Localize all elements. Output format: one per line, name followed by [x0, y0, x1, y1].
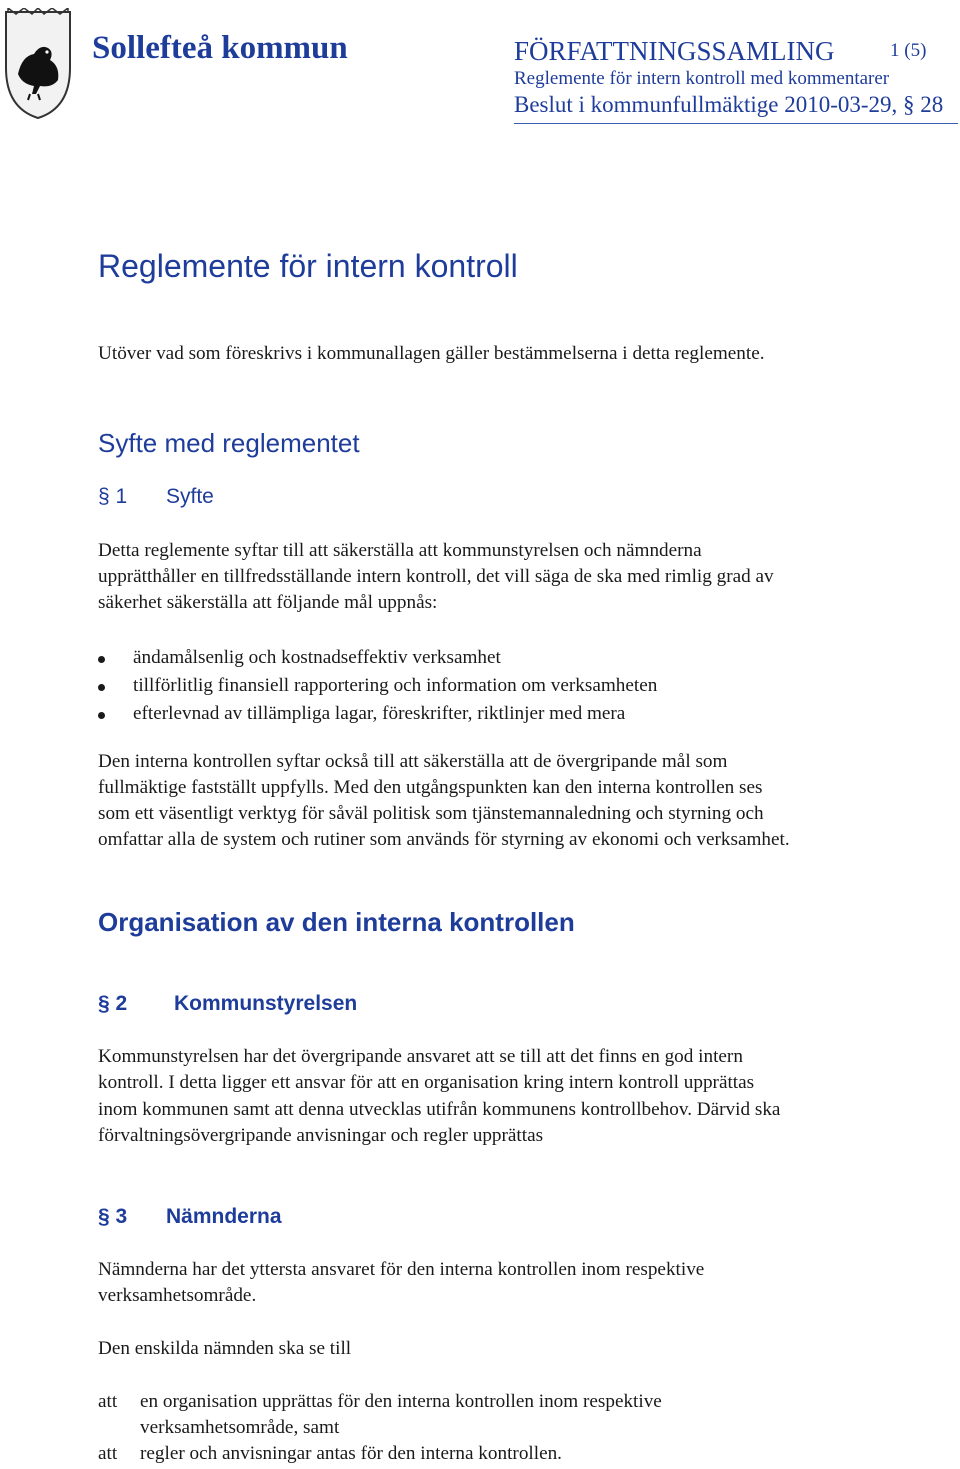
list-item-text: ändamålsenlig och kostnadseffektiv verksamhet [133, 647, 501, 668]
board-text-line: inom kommunen samt att denna utvecklas utifrån kommunens kontrollbehov. Därvid ska [98, 1099, 781, 1120]
att-label: att [98, 1443, 118, 1464]
board-text-line: förvaltningsövergripande anvisningar och regler upprättas [98, 1125, 544, 1146]
bullet-icon [98, 684, 105, 691]
purpose-text2-line: som ett väsentligt verktyg för såväl politisk som tjänstemannaledning och styrning och [98, 803, 764, 824]
paragraph-number: § 2 [98, 992, 128, 1015]
purpose-text-line: säkerhet säkerställa att följande mål uppnås: [98, 592, 438, 613]
board-text-line: kontroll. I detta ligger ett ansvar för att en organisation kring intern kontroll upprättas [98, 1072, 755, 1093]
purpose-text-line: upprätthåller en tillfredsställande intern kontroll, det vill säga de ska med rimlig grad av [98, 566, 774, 587]
municipality-name: Sollefteå kommun [92, 30, 348, 66]
purpose-text2-line: Den interna kontrollen syftar också till att säkerställa att de övergripande mål som [98, 751, 728, 772]
section-heading-purpose: Syfte med reglementet [98, 428, 360, 458]
collection-title: FÖRFATTNINGSSAMLING [514, 36, 835, 66]
page-number: 1 (5) [890, 40, 927, 61]
committees-text-line: Den enskilda nämnden ska se till [98, 1338, 352, 1359]
purpose-text2-line: omfattar alla de system och rutiner som används för styrning av ekonomi och verksamhet. [98, 829, 790, 850]
board-text-line: Kommunstyrelsen har det övergripande ansvaret att se till att det finns en god intern [98, 1046, 743, 1067]
purpose-text2-line: fullmäktige fastställt uppfylls. Med den utgångspunkten kan den interna kontrollen ses [98, 777, 763, 798]
att-label: att [98, 1391, 118, 1412]
att-text-line: verksamhetsområde, samt [140, 1417, 340, 1438]
bullet-icon [98, 656, 105, 663]
paragraph-title: Kommunstyrelsen [174, 992, 358, 1015]
paragraph-title: Syfte [166, 485, 214, 508]
list-item-text: efterlevnad av tillämpliga lagar, föreskrifter, riktlinjer med mera [133, 703, 626, 724]
paragraph-number: § 3 [98, 1205, 128, 1228]
paragraph-heading-2 [98, 992, 357, 1016]
bullet-icon [98, 712, 105, 719]
paragraph-title: Nämnderna [166, 1205, 282, 1228]
paragraph-heading-3 [98, 1205, 282, 1229]
purpose-text-line: Detta reglemente syftar till att säkerställa att kommunstyrelsen och nämnderna [98, 540, 702, 561]
committees-text-line: Nämnderna har det yttersta ansvaret för den interna kontrollen inom respektive [98, 1259, 705, 1280]
page-title: Reglemente för intern kontroll [98, 248, 518, 284]
document-subtitle: Reglemente för intern kontroll med kommentarer [514, 68, 890, 89]
intro-text: Utöver vad som föreskrivs i kommunallagen gäller bestämmelserna i detta reglemente. [98, 343, 765, 364]
list-item-text: tillförlitlig finansiell rapportering och information om verksamheten [133, 675, 658, 696]
att-text-line: regler och anvisningar antas för den interna kontrollen. [140, 1443, 562, 1464]
paragraph-number: § 1 [98, 485, 128, 508]
header-divider [514, 123, 958, 124]
decision-line: Beslut i kommunfullmäktige 2010-03-29, § 28 [514, 92, 944, 117]
section-heading-organisation: Organisation av den interna kontrollen [98, 907, 575, 937]
municipal-crest-icon [4, 8, 72, 120]
committees-text-line: verksamhetsområde. [98, 1285, 257, 1306]
paragraph-heading-1 [98, 485, 214, 509]
att-text-line: en organisation upprättas för den interna kontrollen inom respektive [140, 1391, 662, 1412]
